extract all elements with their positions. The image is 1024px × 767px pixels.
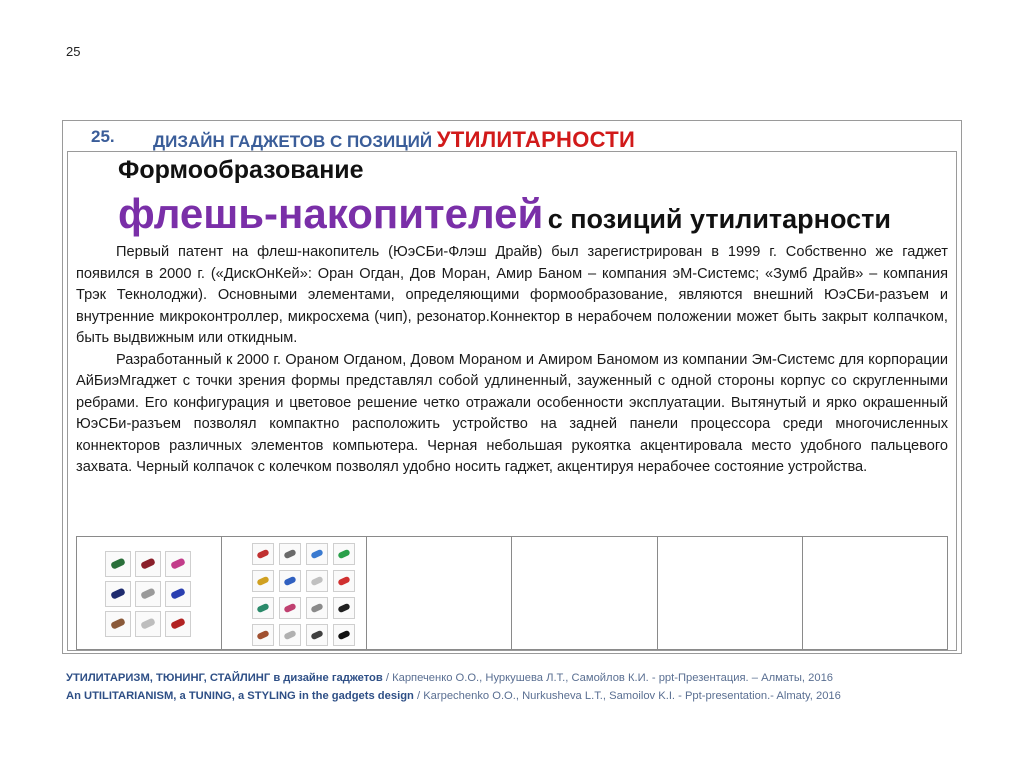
image-cell (222, 537, 367, 650)
flash-drive-thumbnail (333, 570, 355, 592)
footer-en-credits: / Karpechenko O.O., Nurkusheva L.T., Samoilov K.I. - Ppt-presentation.- Almaty, 2016 (416, 690, 841, 702)
flash-drive-thumbnail (333, 624, 355, 646)
flash-drive-thumbnails (105, 551, 221, 637)
flash-drive-icon (110, 618, 126, 631)
subtitle-rest: с позиций утилитарности (547, 204, 891, 234)
flash-drive-icon (256, 548, 269, 559)
body-text (76, 242, 948, 479)
flash-drive-icon (310, 602, 323, 613)
flash-drive-icon (337, 629, 350, 640)
flash-drive-thumbnail (105, 551, 131, 577)
flash-drive-thumbnail (306, 624, 328, 646)
slide-number: 25. (91, 127, 115, 146)
flash-drive-icon (140, 588, 156, 601)
empty-cell (802, 537, 947, 650)
flash-drive-thumbnail (105, 581, 131, 607)
flash-drive-icon (170, 588, 186, 601)
flash-drive-thumbnail (306, 543, 328, 565)
slide-title-red: УТИЛИТАРНОСТИ (436, 127, 636, 152)
flash-drive-thumbnail (135, 611, 161, 637)
flash-drive-icon (283, 548, 296, 559)
image-table (76, 536, 948, 650)
slide-frame (62, 120, 962, 654)
flash-drive-icon (140, 558, 156, 571)
page-number: 25 (66, 44, 81, 59)
flash-drive-icon (337, 575, 350, 586)
slide-header (63, 121, 961, 151)
footer-ru-title: УТИЛИТАРИЗМ, ТЮНИНГ, СТАЙЛИНГ в дизайне гаджетов (66, 672, 383, 684)
flash-drive-thumbnail (135, 581, 161, 607)
flash-drive-thumbnail (279, 624, 301, 646)
flash-drive-thumbnail (279, 570, 301, 592)
footer-en-title: An UTILITARIANISM, a TUNING, a STYLING in the gadgets design (66, 690, 414, 702)
empty-cell (512, 537, 657, 650)
flash-drive-icon (283, 629, 296, 640)
subtitle-highlight: флешь-накопителей (118, 190, 544, 237)
flash-drive-icon (256, 629, 269, 640)
flash-drive-icon (310, 548, 323, 559)
flash-drive-thumbnail (306, 570, 328, 592)
image-cell (77, 537, 222, 650)
flash-drive-icon (170, 558, 186, 571)
flash-drive-icon (170, 618, 186, 631)
empty-cell (657, 537, 802, 650)
flash-drive-icon (256, 602, 269, 613)
paragraph: Разработанный к 2000 г. Ораном Огданом, Довом Мораном и Амиром Баномом из компании Эм-Системс для корпорации АйБиэМгаджет с точки зрения формы представлял собой удлиненный, зауженный с одной стороны корпус со скругленными ребрами. Его конфигурация и цветовое решение четко отражали особенности эксплуатации. Вытянутый и ярко окрашенный ЮэСБи-разъем позволял компактно расположить устройство на задней панели процессора среди многочисленных коннекторов различных элементов компьютера. Черная небольшая рукоятка акцентировала место удобного пальцевого захвата. Черный колпачок с колечком позволял удобно носить гаджет, акцентируя нерабочее состояние устройства. (76, 351, 948, 475)
flash-drive-icon (256, 575, 269, 586)
flash-drive-thumbnail (165, 551, 191, 577)
flash-drive-icon (110, 558, 126, 571)
flash-drive-thumbnail (333, 543, 355, 565)
flash-drive-icon (110, 588, 126, 601)
flash-drive-icon (310, 629, 323, 640)
flash-drive-icon (140, 618, 156, 631)
flash-drive-thumbnail (306, 597, 328, 619)
flash-drive-thumbnail (252, 543, 274, 565)
flash-drive-thumbnail (165, 611, 191, 637)
slide-title-blue: ДИЗАЙН ГАДЖЕТОВ С ПОЗИЦИЙ (153, 132, 433, 151)
flash-drive-thumbnail (135, 551, 161, 577)
footer-en (66, 690, 841, 702)
footer-ru (66, 672, 833, 684)
subtitle-line2 (118, 190, 891, 238)
flash-drive-thumbnail (252, 597, 274, 619)
footer-ru-credits: / Карпеченко О.О., Нуркушева Л.Т., Самойлов К.И. - ppt-Презентация. – Алматы, 2016 (385, 672, 834, 684)
flash-drive-icon (310, 575, 323, 586)
flash-drive-icon (283, 602, 296, 613)
flash-drive-icon (337, 602, 350, 613)
content-box (67, 151, 957, 651)
flash-drive-thumbnail (333, 597, 355, 619)
flash-drive-thumbnail (252, 570, 274, 592)
subtitle-line1: Формообразование (118, 156, 364, 184)
paragraph: Первый патент на флеш-накопитель (ЮэСБи-Флэш Драйв) был зарегистрирован в 1999 г. Собственно же гаджет появился в 2000 г. («ДискОнКей»: Оран Огдан, Дов Моран, Амир Баном – компания эМ-Системс; «Зумб Драйв» – компания Трэк Текнолоджи). Основными элементами, определяющими формообразование, являются внешний ЮэСБи-разъем и внутренние микроконтроллер, микросхема (чип), резонатор.Коннектор в нерабочем положении может быть закрыт колпачком, быть выдвижным или откидным. (76, 244, 948, 346)
flash-drive-thumbnail (165, 581, 191, 607)
flash-drive-thumbnail (279, 597, 301, 619)
slide-title (153, 127, 635, 153)
flash-drive-icon (283, 575, 296, 586)
flash-drive-thumbnails (252, 543, 366, 646)
empty-cell (367, 537, 512, 650)
flash-drive-thumbnail (252, 624, 274, 646)
flash-drive-icon (337, 548, 350, 559)
flash-drive-thumbnail (105, 611, 131, 637)
flash-drive-thumbnail (279, 543, 301, 565)
